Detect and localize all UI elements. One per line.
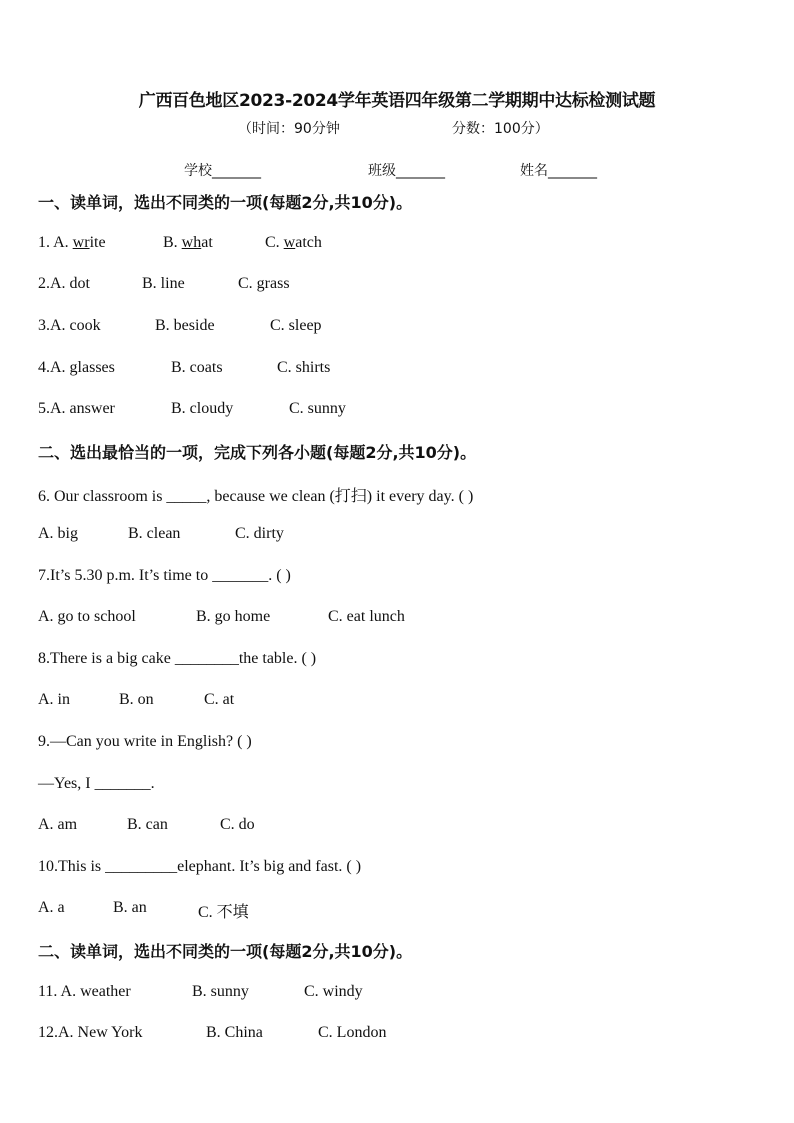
q2-option-a: 2.A. dot (38, 275, 90, 292)
q12-option-a: 12.A. New York (38, 1024, 143, 1041)
question-9-response: —Yes, I _______. (38, 775, 155, 792)
question-8-stem: 8.There is a big cake ________the table. ( ) (38, 650, 317, 667)
school-field: 学校_______ (184, 163, 261, 179)
q8-option-c: C. at (204, 691, 235, 708)
question-8-options (38, 691, 235, 709)
q10-option-c: C. 不填 (198, 904, 249, 921)
exam-time: （时间：90分钟 (238, 121, 340, 137)
q11-option-b: B. sunny (192, 983, 249, 1000)
q4-option-a: 4.A. glasses (38, 359, 115, 376)
question-3 (38, 317, 322, 335)
q5-option-c: C. sunny (289, 400, 346, 417)
question-4 (38, 359, 331, 377)
q8-option-a: A. in (38, 691, 70, 708)
q3-option-c: C. sleep (270, 317, 322, 334)
q2-option-b: B. line (142, 275, 185, 292)
question-11 (38, 983, 363, 1001)
class-field: 班级_______ (368, 163, 445, 179)
q12-option-c: C. London (318, 1024, 387, 1041)
q11-option-c: C. windy (304, 983, 363, 1000)
q3-option-a: 3.A. cook (38, 317, 101, 334)
q1-option-a: 1. A. write (38, 234, 106, 251)
q5-option-b: B. cloudy (171, 400, 234, 417)
question-9-options (38, 816, 255, 834)
question-10-stem: 10.This is _________elephant. It’s big and fast. ( ) (38, 858, 362, 875)
q10-option-b: B. an (113, 899, 147, 916)
q2-option-c: C. grass (238, 275, 290, 292)
exam-score: 分数：100分） (452, 121, 549, 137)
question-7-stem: 7.It’s 5.30 p.m. It’s time to _______. ( ) (38, 567, 291, 584)
q6-option-a: A. big (38, 525, 78, 542)
q10-option-a: A. a (38, 899, 65, 916)
question-10-options (38, 899, 249, 921)
question-12 (38, 1024, 387, 1042)
question-6-stem: 6. Our classroom is _____, because we clean (打扫) it every day. ( ) (38, 488, 474, 505)
q4-option-c: C. shirts (277, 359, 331, 376)
question-5 (38, 400, 346, 418)
q9-option-a: A. am (38, 816, 78, 833)
q1-option-c: C. watch (265, 234, 322, 251)
q8-option-b: B. on (119, 691, 154, 708)
question-2 (38, 275, 290, 293)
q6-option-c: C. dirty (235, 525, 284, 542)
section-3-heading: 二、读单词，选出不同类的一项(每题2分,共10分)。 (38, 942, 413, 961)
name-field: 姓名_______ (520, 163, 597, 179)
q7-option-a: A. go to school (38, 608, 136, 625)
q7-option-c: C. eat lunch (328, 608, 405, 625)
q6-option-b: B. clean (128, 525, 181, 542)
q9-option-b: B. can (127, 816, 168, 833)
question-6-options (38, 525, 284, 543)
q4-option-b: B. coats (171, 359, 223, 376)
q5-option-a: 5.A. answer (38, 400, 115, 417)
q9-option-c: C. do (220, 816, 255, 833)
section-1-heading: 一、读单词，选出不同类的一项(每题2分,共10分)。 (38, 193, 413, 212)
question-1 (38, 234, 322, 252)
q12-option-b: B. China (206, 1024, 263, 1041)
section-2-heading: 二、选出最恰当的一项，完成下列各小题(每题2分,共10分)。 (38, 443, 477, 462)
page-title: 广西百色地区2023-2024学年英语四年级第二学期期中达标检测试题 (138, 91, 656, 111)
question-9-stem: 9.—Can you write in English? ( ) (38, 733, 252, 750)
q7-option-b: B. go home (196, 608, 271, 625)
q1-option-b: B. what (163, 234, 213, 251)
question-7-options (38, 608, 405, 626)
q3-option-b: B. beside (155, 317, 215, 334)
q11-option-a: 11. A. weather (38, 983, 131, 1000)
